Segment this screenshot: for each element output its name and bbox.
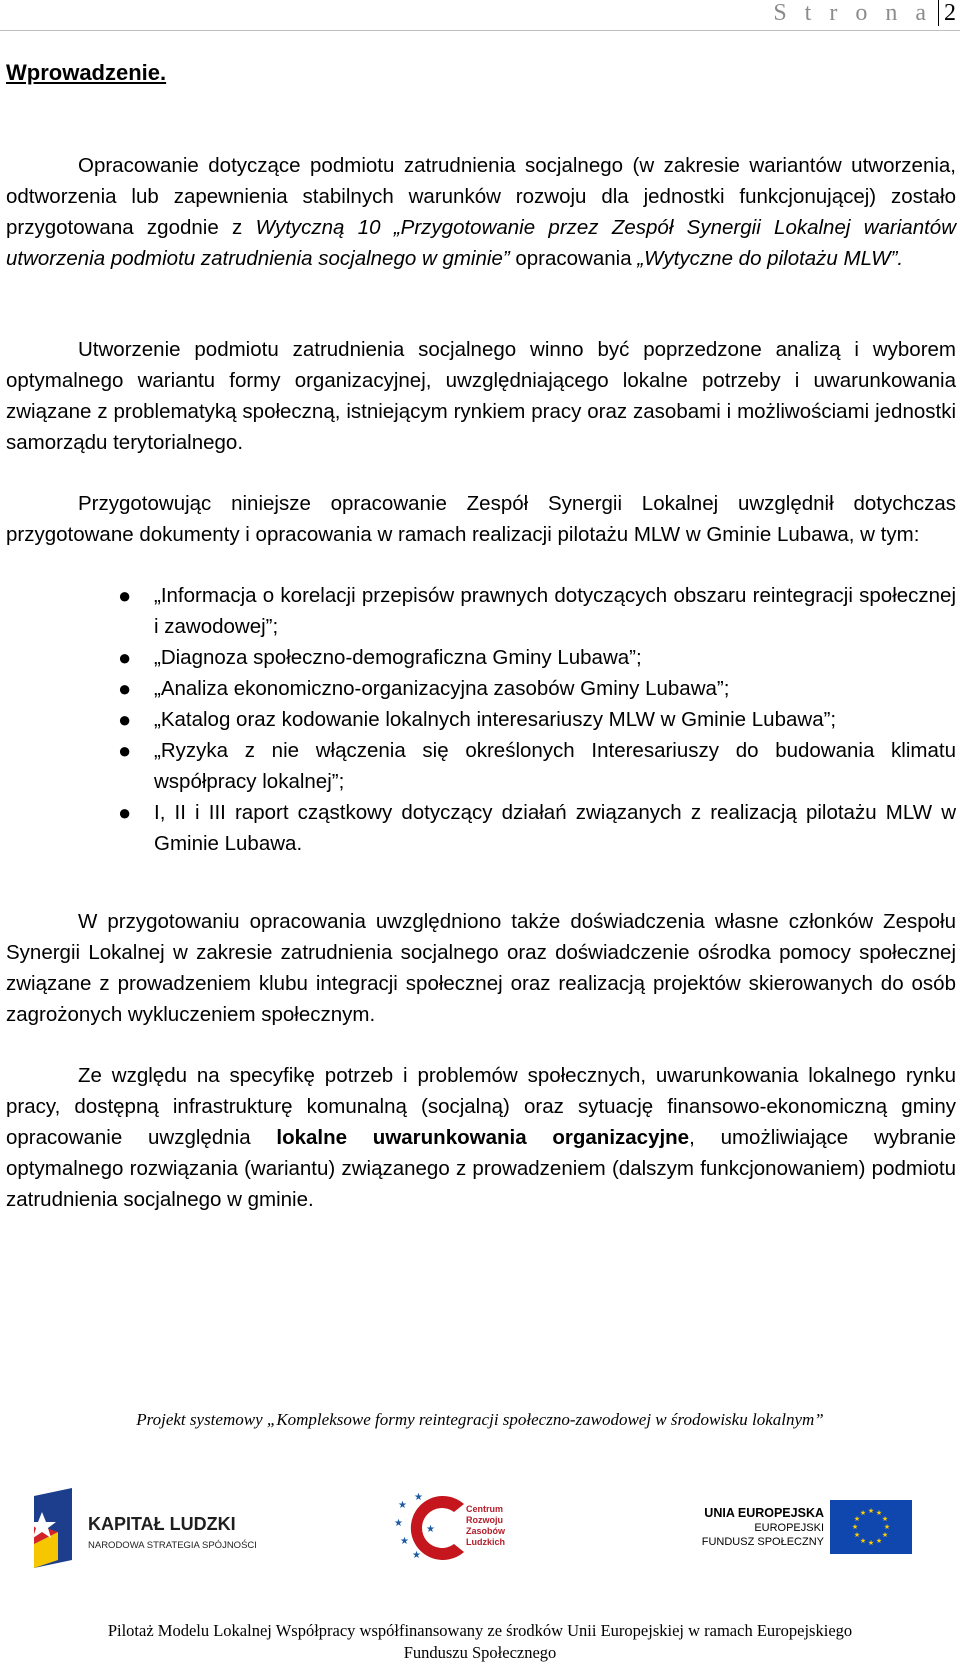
paragraph-5 bbox=[6, 1060, 956, 1215]
list-item bbox=[6, 735, 956, 797]
bullet-icon: ● bbox=[118, 738, 132, 763]
eu-title: UNIA EUROPEJSKA bbox=[704, 1506, 824, 1520]
paragraph-1-italic-guideline: Wytyczną 10 „Przygotowanie przez Zespół Synergii Lokalnej wariantów utworzenia podmiotu zatrudnienia socjalnego w gminie” bbox=[6, 216, 956, 270]
svg-text:★: ★ bbox=[400, 1536, 409, 1547]
kapital-ludzki-logo bbox=[28, 1488, 268, 1568]
documents-list bbox=[6, 580, 956, 859]
eu-line: FUNDUSZ SPOŁECZNY bbox=[701, 1536, 824, 1548]
svg-text:★: ★ bbox=[412, 1550, 421, 1561]
kapital-ludzki-title: KAPITAŁ LUDZKI bbox=[88, 1514, 236, 1534]
list-item bbox=[6, 704, 956, 735]
footer-line-2: Funduszu Społecznego bbox=[403, 1643, 557, 1662]
svg-text:★: ★ bbox=[875, 1510, 883, 1517]
crzl-name bbox=[466, 1504, 505, 1548]
svg-text:★: ★ bbox=[853, 1516, 861, 1523]
svg-text:★: ★ bbox=[426, 1524, 435, 1535]
bullet-icon: ● bbox=[118, 800, 132, 825]
list-item bbox=[6, 797, 956, 859]
svg-text:★: ★ bbox=[881, 1516, 889, 1523]
page-label: S t r o n a bbox=[773, 0, 932, 26]
paragraph-5-bold: lokalne uwarunkowania organizacyjne bbox=[276, 1126, 690, 1149]
paragraph-1-text-2: opracowania bbox=[509, 247, 638, 270]
list-item-text: I, II i III raport cząstkowy dotyczący działań związanych z realizacją pilotażu MLW w Gminie Lubawa. bbox=[154, 801, 956, 855]
svg-text:★: ★ bbox=[398, 1500, 407, 1511]
page-number-value: 2 bbox=[938, 0, 956, 26]
crzl-logo bbox=[394, 1488, 554, 1568]
list-item-text: „Informacja o korelacji przepisów prawnych dotyczących obszaru reintegracji społecznej i zawodowej”; bbox=[154, 584, 956, 638]
crzl-line: Centrum bbox=[466, 1504, 504, 1514]
list-item-text: „Analiza ekonomiczno-organizacyjna zasobów Gminy Lubawa”; bbox=[154, 677, 730, 700]
eu-line: EUROPEJSKI bbox=[754, 1522, 824, 1534]
svg-text:★: ★ bbox=[867, 1540, 875, 1547]
paragraph-1 bbox=[6, 150, 956, 274]
paragraph-4: W przygotowaniu opracowania uwzględniono także doświadczenia własne członków Zespołu Synergii Lokalnej w zakresie zatrudnienia socjalnego oraz doświadczenie ośrodka pomocy społecznej związane z prowadzeniem klubu integracji społecznej oraz realizacją projektów skierowanych do osób zagrożonych wykluczeniem społecznym. bbox=[6, 910, 956, 1026]
document-body bbox=[6, 58, 956, 1211]
svg-text:★: ★ bbox=[851, 1524, 859, 1531]
section-heading: Wprowadzenie. bbox=[6, 60, 167, 85]
paragraph-2: Utworzenie podmiotu zatrudnienia socjalnego winno być poprzedzone analizą i wyborem optymalnego wariantu formy organizacyjnej, uwzględniającego lokalne potrzeby i uwarunkowania związane z problematyką społeczną, istniejącym rynkiem pracy oraz zasobami i możliwościami jednostki samorządu terytorialnego. bbox=[6, 338, 956, 454]
list-item-text: „Katalog oraz kodowanie lokalnych interesariuszy MLW w Gminie Lubawa”; bbox=[154, 708, 837, 731]
list-item bbox=[6, 642, 956, 673]
list-item bbox=[6, 580, 956, 642]
page-header bbox=[0, 0, 960, 31]
svg-text:★: ★ bbox=[881, 1532, 889, 1539]
svg-text:★: ★ bbox=[867, 1508, 875, 1515]
paragraph-5-text: Ze względu na specyfikę potrzeb i problemów społecznych, uwarunkowania lokalnego rynku pracy, dostępną infrastrukturę komunalną (socjalną) oraz sytuację finansowo-ekonomiczną gminy opracowanie uwzględnia bbox=[6, 1064, 956, 1149]
svg-text:★: ★ bbox=[883, 1524, 891, 1531]
bullet-icon: ● bbox=[118, 676, 132, 701]
eu-logo bbox=[666, 1500, 916, 1570]
bullet-icon: ● bbox=[118, 583, 132, 608]
bullet-icon: ● bbox=[118, 645, 132, 670]
svg-text:★: ★ bbox=[875, 1538, 883, 1545]
svg-text:★: ★ bbox=[859, 1510, 867, 1517]
paragraph-1-italic-title: „Wytyczne do pilotażu MLW”. bbox=[637, 247, 904, 270]
crzl-line: Rozwoju bbox=[466, 1515, 503, 1525]
bullet-icon: ● bbox=[118, 707, 132, 732]
footer bbox=[0, 1620, 960, 1664]
footer-line-1: Pilotaż Modelu Lokalnej Współpracy współfinansowany ze środków Unii Europejskiej w ramach Europejskiego bbox=[107, 1621, 853, 1640]
svg-text:★: ★ bbox=[853, 1532, 861, 1539]
svg-text:★: ★ bbox=[414, 1492, 423, 1503]
list-item-text: „Diagnoza społeczno-demograficzna Gminy Lubawa”; bbox=[154, 646, 642, 669]
kapital-ludzki-emblem-icon bbox=[28, 1488, 86, 1568]
svg-text:★: ★ bbox=[394, 1518, 403, 1529]
project-title: Projekt systemowy „Kompleksowe formy reintegracji społeczno-zawodowej w środowisku lokalnym” bbox=[136, 1410, 824, 1429]
kapital-ludzki-subtitle: NARODOWA STRATEGIA SPÓJNOŚCI bbox=[88, 1540, 257, 1551]
crzl-emblem-icon bbox=[394, 1488, 474, 1568]
paragraph-1-text: Opracowanie dotyczące podmiotu zatrudnienia socjalnego (w zakresie wariantów utworzenia, odtworzenia lub zapewnienia stabilnych warunków rozwoju dla jednostki funkcjonującej) zostało przygotowana zgodnie z bbox=[6, 154, 956, 239]
paragraph-3: Przygotowując niniejsze opracowanie Zespół Synergii Lokalnej uwzględnił dotychczas przygotowane dokumenty i opracowania w ramach realizacji pilotażu MLW w Gminie Lubawa, w tym: bbox=[6, 492, 956, 546]
list-item bbox=[6, 673, 956, 704]
eu-flag-icon bbox=[830, 1500, 912, 1554]
paragraph-5-text-2: , umożliwiające wybranie optymalnego rozwiązania (wariantu) związanego z prowadzeniem (dalszym funkcjonowaniem) podmiotu zatrudnienia socjalnego w gminie. bbox=[6, 1126, 956, 1211]
svg-text:★: ★ bbox=[859, 1538, 867, 1545]
page-number bbox=[773, 0, 956, 27]
crzl-line: Ludzkich bbox=[466, 1537, 506, 1547]
logo-row bbox=[0, 1480, 960, 1570]
list-item-text: „Ryzyka z nie włączenia się określonych Interesariuszy do budowania klimatu współpracy lokalnej”; bbox=[154, 739, 956, 793]
crzl-line: Zasobów bbox=[466, 1526, 506, 1536]
